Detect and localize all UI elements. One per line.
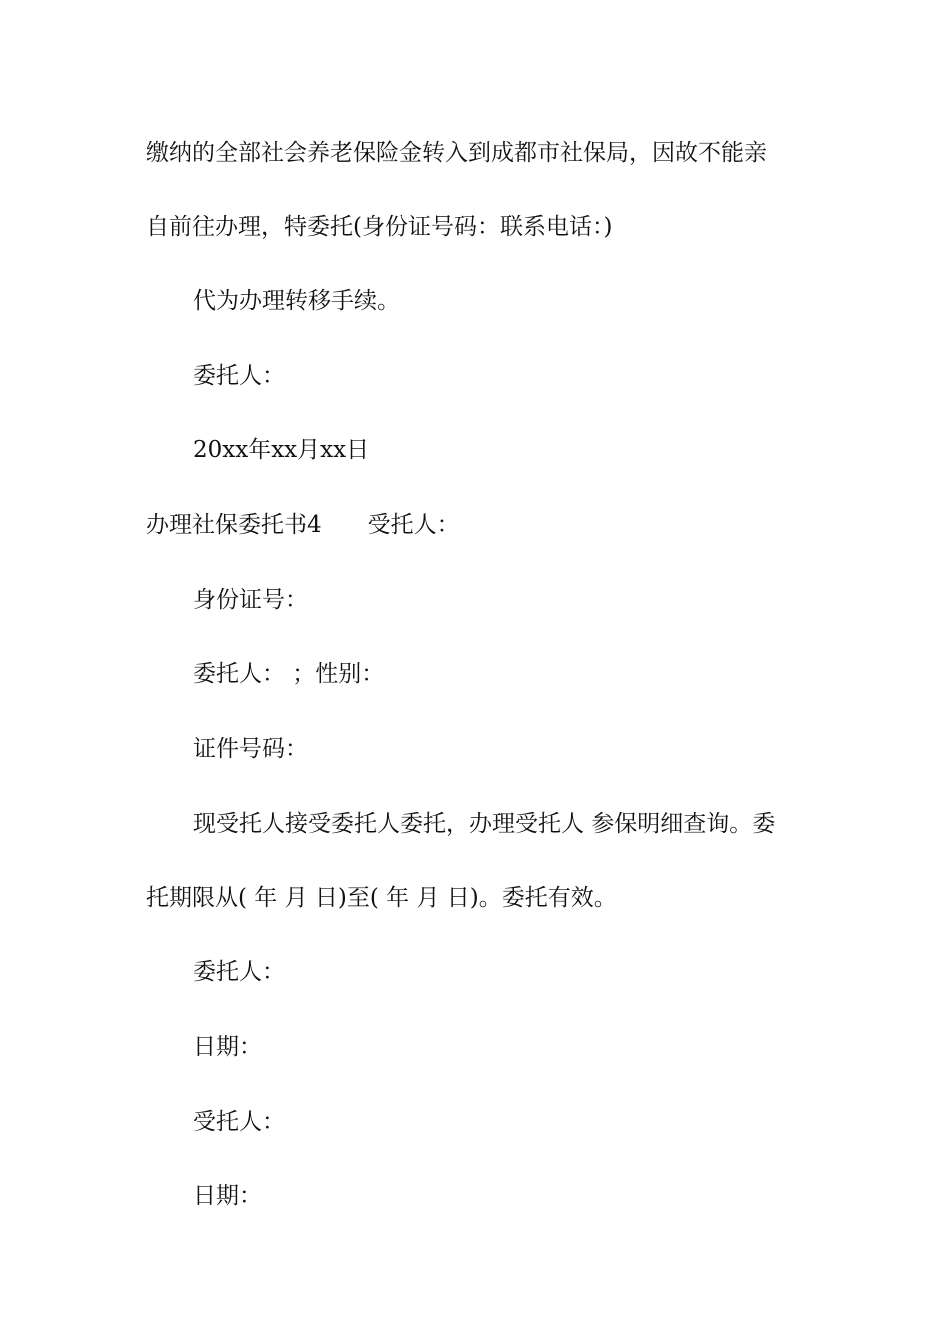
- date-label: 日期：: [193, 1183, 262, 1209]
- trustee-label: 受托人：: [367, 512, 460, 538]
- section-heading-row: [146, 505, 816, 545]
- date-line: 20xx年xx月xx日: [193, 437, 370, 463]
- paragraph-line: 现受托人接受委托人委托，办理受托人 参保明细查询。委: [193, 811, 776, 837]
- paragraph-line: 自前往办理，特委托(身份证号码：联系电话：): [146, 214, 613, 240]
- principal-gender-line: 委托人： ；性别：: [193, 661, 385, 687]
- paragraph-line: 代为办理转移手续。: [193, 288, 400, 314]
- section-title: 办理社保委托书4: [146, 512, 322, 538]
- trustee-signature-label: 受托人：: [193, 1109, 285, 1135]
- document-number-label: 证件号码：: [193, 736, 308, 762]
- date-label: 日期：: [193, 1034, 262, 1060]
- signature-label: 委托人：: [193, 363, 285, 389]
- paragraph-line: 缴纳的全部社会养老保险金转入到成都市社保局，因故不能亲: [146, 140, 767, 166]
- principal-signature-label: 委托人：: [193, 959, 285, 985]
- paragraph-line: 托期限从( 年 月 日)至( 年 月 日)。委托有效。: [146, 885, 617, 911]
- id-number-label: 身份证号：: [193, 587, 308, 613]
